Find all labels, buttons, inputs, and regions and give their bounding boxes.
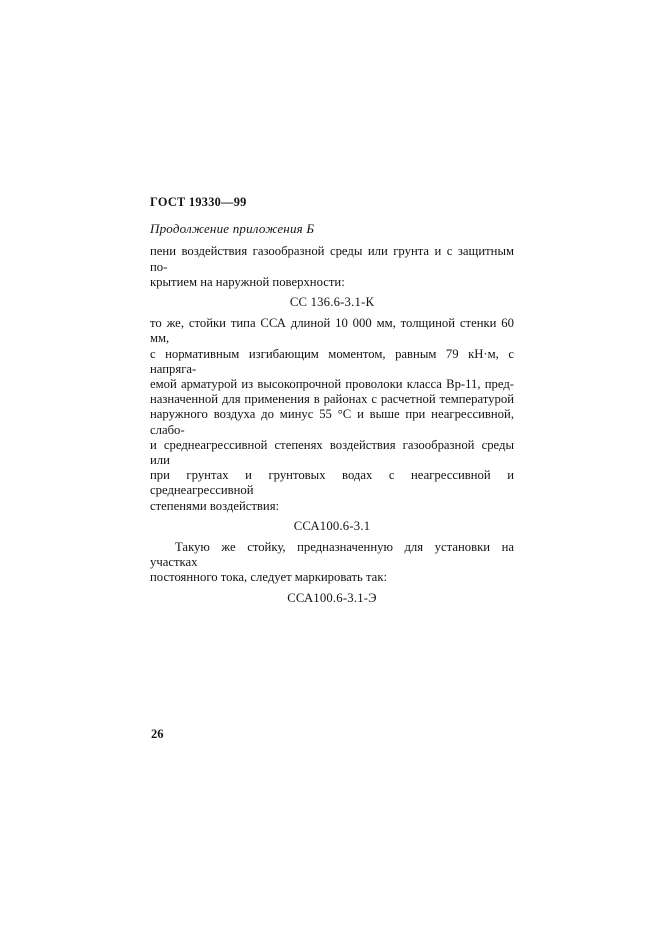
marking-code-cc: СС 136.6-3.1-К: [289, 295, 375, 310]
page-content: [150, 195, 514, 612]
text-line: при грунтах и грунтовых водах с неагрессивной и среднеагрессивной: [150, 468, 514, 498]
appendix-continuation-title: Продолжение приложения Б: [150, 221, 315, 237]
marking-code-cca-e: ССА100.6-3.1-Э: [287, 590, 377, 605]
text-line: постоянного тока, следует маркировать так:: [150, 570, 388, 585]
text-line: назначенной для применения в районах с расчетной температурой: [150, 392, 514, 407]
text-line: Такую же стойку, предназначенную для установки на участках: [150, 540, 514, 570]
text-line: наружного воздуха до минус 55 °С и выше при неагрессивной, слабо-: [150, 407, 514, 437]
standard-number-header: ГОСТ 19330—99: [150, 195, 247, 209]
text-line: степенями воздействия:: [150, 498, 280, 513]
text-line: то же, стойки типа ССА длиной 10 000 мм, толщиной стенки 60 мм,: [150, 316, 514, 346]
text-line: емой арматурой из высокопрочной проволоки класса Вр-11, пред-: [150, 377, 514, 392]
text-line: пени воздействия газообразной среды или грунта и с защитным по-: [150, 244, 514, 274]
paragraph-dc-sections: [150, 540, 514, 586]
paragraph-cca-description: [150, 316, 514, 514]
marking-code-cca: ССА100.6-3.1: [293, 518, 371, 533]
text-line: крытием на наружной поверхности:: [150, 274, 345, 289]
text-line: с нормативным изгибающим моментом, равным 79 кН·м, с напряга-: [150, 346, 514, 376]
page-number: 26: [151, 727, 164, 741]
paragraph-coating: [150, 244, 514, 290]
text-line: и среднеагрессивной степенях воздействия газообразной среды или: [150, 437, 514, 468]
